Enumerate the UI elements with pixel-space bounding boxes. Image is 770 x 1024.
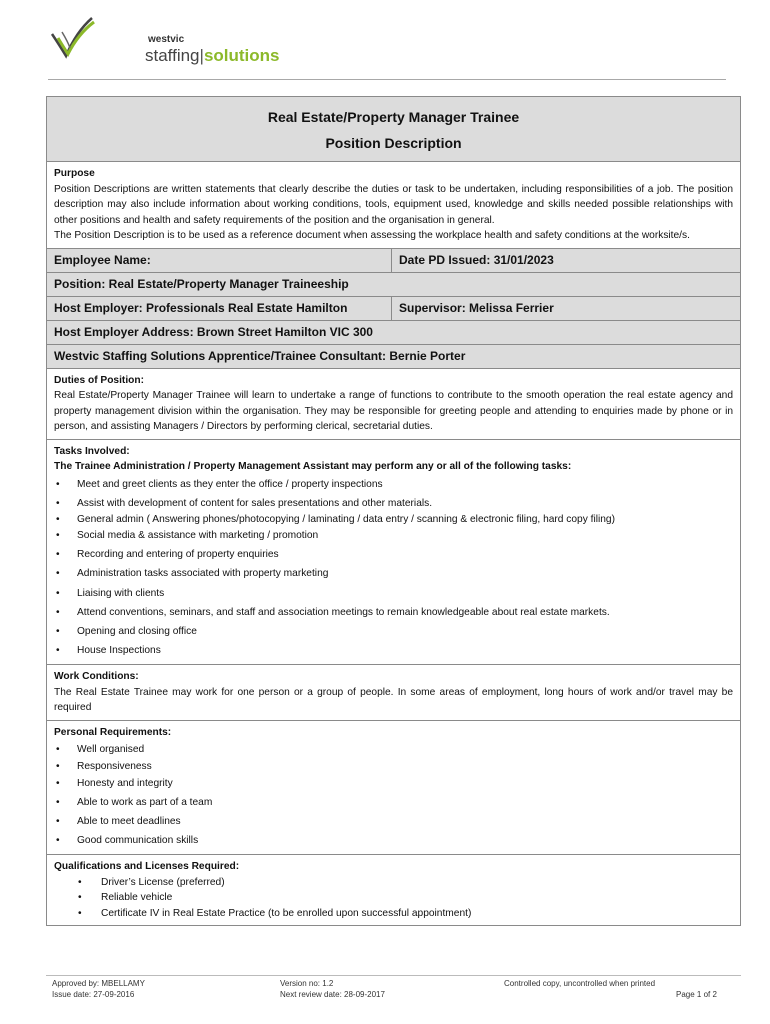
work-conditions-text: The Real Estate Trainee may work for one person or a group of people. In some areas of employment, long hours of work and/or travel may be required [54,686,733,714]
purpose-paragraph-2: The Position Description is to be used as a reference document when assessing the workplace health and safety conditions at the worksite/s. [54,230,690,241]
footer-divider [46,975,741,976]
company-logo [48,12,280,65]
title-block [47,97,740,162]
purpose-paragraph-1: Position Descriptions are written statements that clearly describe the duties or task to be undertaken, including responsibilities of a job. The position description may also include information about working conditions, tools, equipment used, knowledge and skills needed possible relationships with other positions and health and safety requirements of the position and the organisation in general. [54,183,733,226]
work-conditions-section [47,665,740,721]
work-conditions-heading: Work Conditions: [54,671,139,683]
personal-requirements-section [47,721,740,856]
position-field: Position: Real Estate/Property Manager Traineeship [54,276,349,291]
list-item: • House Inspections [54,641,733,660]
header-divider [48,79,726,80]
tasks-list [54,475,733,661]
employee-name-field[interactable]: Employee Name: [47,249,392,272]
list-item: • Honesty and integrity [54,774,733,793]
personal-requirements-heading: Personal Requirements: [54,726,172,738]
tasks-section [47,440,740,666]
list-item: • Good communication skills [54,831,733,850]
consultant-field: Westvic Staffing Solutions Apprentice/Trainee Consultant: Bernie Porter [54,348,466,363]
page-number: Page 1 of 2 [676,990,717,999]
list-item: • Administration tasks associated with property marketing [54,564,733,583]
list-item: • Able to work as part of a team [54,793,733,812]
list-item: • Well organised [54,740,733,759]
list-item: • Liaising with clients [54,584,733,603]
qualifications-section [47,855,740,925]
tasks-heading: Tasks Involved: [54,445,130,457]
supervisor-field: Supervisor: Melissa Ferrier [399,300,554,315]
list-item: • Certificate IV in Real Estate Practice (to be enrolled upon successful appointment) [54,906,733,922]
document-subtitle: Position Description [325,135,462,151]
host-address-field: Host Employer Address: Brown Street Hamilton VIC 300 [54,324,373,339]
checkmark-logo-icon [48,12,104,62]
approved-by: Approved by: MBELLAMY [52,979,145,988]
logo-solutions: solutions [203,46,280,65]
list-item: • Reliable vehicle [54,890,733,906]
host-address-row [47,321,740,345]
logo-staffing: staffing [145,46,200,65]
list-item: • Opening and closing office [54,622,733,641]
version-number: Version no: 1.2 [280,979,334,988]
qualifications-heading: Qualifications and Licenses Required: [54,861,240,873]
list-item: • Meet and greet clients as they enter the office / property inspections [54,475,733,494]
issue-date: Issue date: 27-09-2016 [52,990,135,999]
next-review-date: Next review date: 28-09-2017 [280,990,385,999]
list-item: • General admin ( Answering phones/photocopying / laminating / data entry / scanning & electronic filing, hard copy filing) [54,513,733,526]
date-issued-field: Date PD Issued: 31/01/2023 [399,252,554,267]
position-row [47,273,740,297]
purpose-heading: Purpose [54,168,95,179]
document-title: Real Estate/Property Manager Trainee [267,109,520,125]
logo-wordmark: staffing|solutions [145,46,280,65]
list-item: • Able to meet deadlines [54,812,733,831]
duties-section [47,369,740,440]
employee-row [47,249,740,273]
list-item: • Social media & assistance with marketing / promotion [54,526,733,545]
controlled-copy-note: Controlled copy, uncontrolled when printed [504,979,656,988]
footer-center [280,978,385,1000]
qualifications-list [54,875,733,922]
logo-westvic-text: westvic [148,34,185,45]
list-item: • Recording and entering of property enquiries [54,545,733,564]
list-item: • Responsiveness [54,759,733,774]
host-employer-field: Host Employer: Professionals Real Estate Hamilton [47,297,392,320]
footer-left [52,978,145,1000]
duties-text: Real Estate/Property Manager Trainee will learn to undertake a range of functions to contribute to the smooth operation the real estate agency and property management division within the organisation. They may be responsible for greeting people and attending to enquiries made by phone or in person, and assisting Managers / Directors by performing clerical, secretarial duties. [54,390,733,432]
position-description-form [46,96,741,926]
personal-requirements-list [54,740,733,850]
duties-heading: Duties of Position: [54,374,144,386]
host-employer-row [47,297,740,321]
list-item: • Assist with development of content for sales presentations and other materials. [54,494,733,513]
list-item: • Attend conventions, seminars, and staff and association meetings to remain knowledgeable about real estate markets. [54,603,733,622]
list-item: • Driver’s License (preferred) [54,875,733,891]
purpose-section [47,162,740,249]
consultant-row [47,345,740,369]
tasks-subheading: The Trainee Administration / Property Management Assistant may perform any or all of the following tasks: [54,461,572,472]
